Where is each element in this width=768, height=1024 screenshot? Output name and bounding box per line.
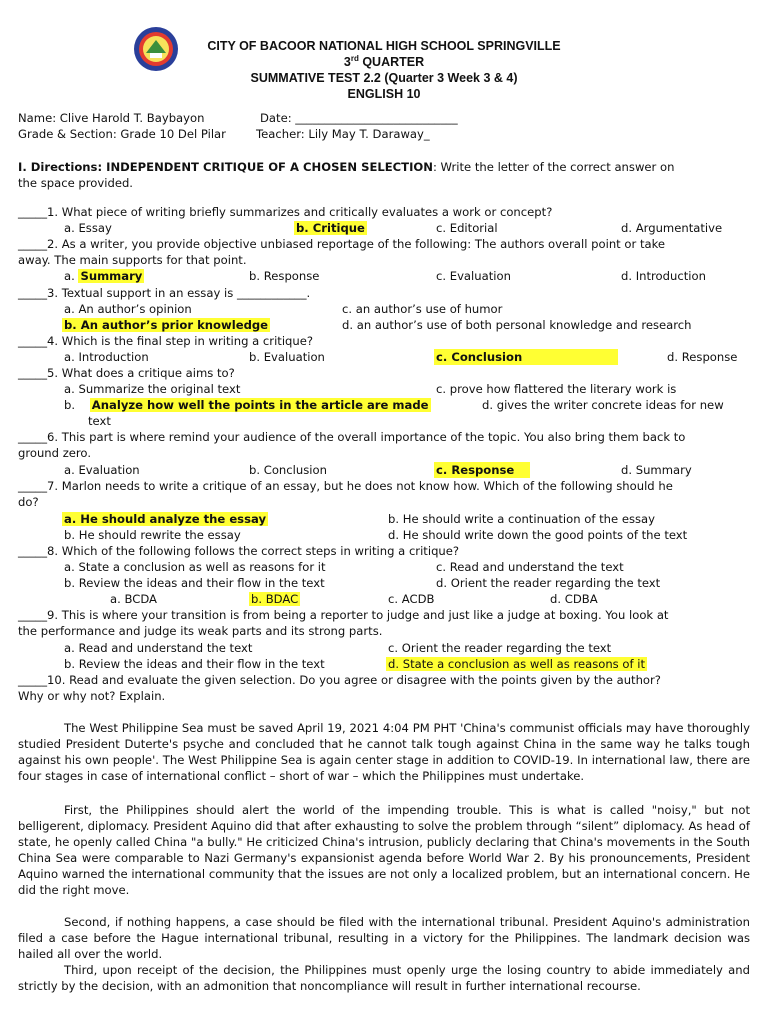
passage-paragraph-1: The West Philippine Sea must be saved April 19, 2021 4:04 PM PHT 'China's communist officials may have thoroughly studied President Duterte's psyche and concluded that he cannot talk tough against China in the same way he talks tough against his own people'. The West Philippine Sea is again center stage in addition to COVID-19. In international law, there are four stages in case of international conflict – short of war – which the Philippines must undertake. bbox=[18, 721, 750, 783]
passage-paragraph-2: First, the Philippines should alert the world of the impending trouble. This is what is called "noisy," but not belligerent, diplomacy. President Aquino did that after exhausting to solve the problem through “silent” diplomacy. As head of state, he openly called China "a bully." He criticized China's intrusion, publicly declaring that China's movements in the South China Sea were comparable to Nazi Germany's expansionist agenda before World War 2. By his pronouncements, President Aquino warned the international community that the issues are not only a localized problem, but an international concern. He did the right move. bbox=[18, 803, 750, 897]
passage-paragraph-4: Third, upon receipt of the decision, the Philippines must openly urge the losing country to abide immediately and strictly by the decision, with an admonition that noncompliance will result in further international recourse. bbox=[18, 963, 750, 993]
q1-stem: _____1. What piece of writing briefly summarizes and critically evaluates a work or concept? bbox=[18, 205, 553, 219]
q4-option-c: c. Conclusion bbox=[434, 349, 618, 365]
q9-option-c: c. Orient the reader regarding the text bbox=[388, 641, 612, 655]
test-title: SUMMATIVE TEST 2.2 (Quarter 3 Week 3 & 4) bbox=[250, 71, 518, 85]
q9-option-b: b. Review the ideas and their flow in the text bbox=[64, 657, 325, 671]
q1-option-d: d. Argumentative bbox=[621, 221, 723, 235]
q4-option-a: a. Introduction bbox=[64, 350, 149, 364]
q6-option-c: c. Response bbox=[434, 462, 530, 478]
grade-section: Grade & Section: Grade 10 Del Pilar bbox=[18, 127, 226, 141]
q7-option-a: a. He should analyze the essay bbox=[64, 512, 267, 526]
q2-option-b: b. Response bbox=[249, 269, 320, 283]
q8-step-d: d. Orient the reader regarding the text bbox=[436, 576, 661, 590]
q5-option-d: d. gives the writer concrete ideas for new bbox=[482, 398, 724, 412]
q8-option-d: d. CDBA bbox=[550, 592, 598, 606]
q7-stem-line2: do? bbox=[18, 495, 39, 509]
q8-option-c: c. ACDB bbox=[388, 592, 435, 606]
q10-stem: _____10. Read and evaluate the given selection. Do you agree or disagree with the points given by the author? bbox=[18, 673, 661, 687]
q6-stem: _____6. This part is where remind your audience of the overall importance of the topic. You also bring them back to bbox=[18, 430, 686, 444]
q9-option-d: d. State a conclusion as well as reasons of it bbox=[388, 657, 646, 671]
directions: I. Directions: INDEPENDENT CRITIQUE OF A CHOSEN SELECTION: Write the letter of the correct answer on bbox=[18, 160, 675, 174]
date-field: Date: ____________________________ bbox=[260, 111, 458, 125]
quarter-heading: 3rd QUARTER bbox=[343, 53, 425, 69]
q8-option-b: b. BDAC bbox=[251, 592, 299, 606]
q2-option-a: a. Summary bbox=[64, 269, 143, 283]
teacher-name: Teacher: Lily May T. Daraway_ bbox=[256, 127, 430, 141]
q8-step-b: b. Review the ideas and their flow in the text bbox=[64, 576, 325, 590]
q1-option-b: b. Critique bbox=[296, 221, 365, 235]
q5-option-a: a. Summarize the original text bbox=[64, 382, 241, 396]
q2-option-c: c. Evaluation bbox=[436, 269, 511, 283]
q1-option-c: c. Editorial bbox=[436, 221, 498, 235]
q4-option-d: d. Response bbox=[667, 350, 738, 364]
q6-option-a: a. Evaluation bbox=[64, 463, 140, 477]
school-name: CITY OF BACOOR NATIONAL HIGH SCHOOL SPRINGVILLE bbox=[207, 39, 561, 53]
q5-option-d-cont: text bbox=[88, 414, 111, 428]
q8-step-a: a. State a conclusion as well as reasons for it bbox=[64, 560, 326, 574]
q2-stem: _____2. As a writer, you provide objective unbiased reportage of the following: The authors overall point or take bbox=[18, 237, 666, 251]
q7-option-c: b. He should rewrite the essay bbox=[64, 528, 241, 542]
q7-option-d: d. He should write down the good points of the text bbox=[388, 528, 688, 542]
q5-stem: _____5. What does a critique aims to? bbox=[18, 366, 235, 380]
q5-option-b: b. Analyze how well the points in the article are made bbox=[64, 398, 429, 412]
q1-option-a: a. Essay bbox=[64, 221, 112, 235]
q9-stem: _____9. This is where your transition is from being a reporter to judge and just like a judge at boxing. You look at bbox=[18, 608, 669, 622]
q8-option-a: a. BCDA bbox=[110, 592, 157, 606]
q2-option-d: d. Introduction bbox=[621, 269, 706, 283]
q6-option-b: b. Conclusion bbox=[249, 463, 327, 477]
q8-stem: _____8. Which of the following follows the correct steps in writing a critique? bbox=[18, 544, 460, 558]
q10-stem-line2: Why or why not? Explain. bbox=[18, 689, 166, 703]
q2-stem-line2: away. The main supports for that point. bbox=[18, 253, 247, 267]
q3-option-c: c. an author’s use of humor bbox=[342, 302, 503, 316]
q6-stem-line2: ground zero. bbox=[18, 446, 92, 460]
q4-option-b: b. Evaluation bbox=[249, 350, 325, 364]
subject-title: ENGLISH 10 bbox=[347, 87, 421, 101]
q9-option-a: a. Read and understand the text bbox=[64, 641, 253, 655]
q4-stem: _____4. Which is the final step in writing a critique? bbox=[18, 334, 314, 348]
q3-option-d: d. an author’s use of both personal knowledge and research bbox=[342, 318, 692, 332]
q3-option-b: b. An author’s prior knowledge bbox=[64, 318, 269, 332]
q5-option-c: c. prove how flattered the literary work is bbox=[436, 382, 677, 396]
q8-step-c: c. Read and understand the text bbox=[436, 560, 624, 574]
q3-option-a: a. An author’s opinion bbox=[64, 302, 192, 316]
q7-stem: _____7. Marlon needs to write a critique of an essay, but he does not know how. Which of the following should he bbox=[18, 479, 673, 493]
student-name: Name: Clive Harold T. Baybayon bbox=[18, 111, 205, 125]
q9-stem-line2: the performance and judge its weak parts and its strong parts. bbox=[18, 624, 383, 638]
q6-option-d: d. Summary bbox=[621, 463, 692, 477]
passage-paragraph-3: Second, if nothing happens, a case should be filed with the international tribunal. President Aquino's administration filed a case before the Hague international tribunal, resulting in a victory for the Philippines. The landmark decision was hailed all over the world. bbox=[18, 915, 750, 961]
q7-option-b: b. He should write a continuation of the essay bbox=[388, 512, 656, 526]
q3-stem: _____3. Textual support in an essay is ____________. bbox=[18, 286, 311, 300]
directions-line2: the space provided. bbox=[18, 176, 133, 190]
